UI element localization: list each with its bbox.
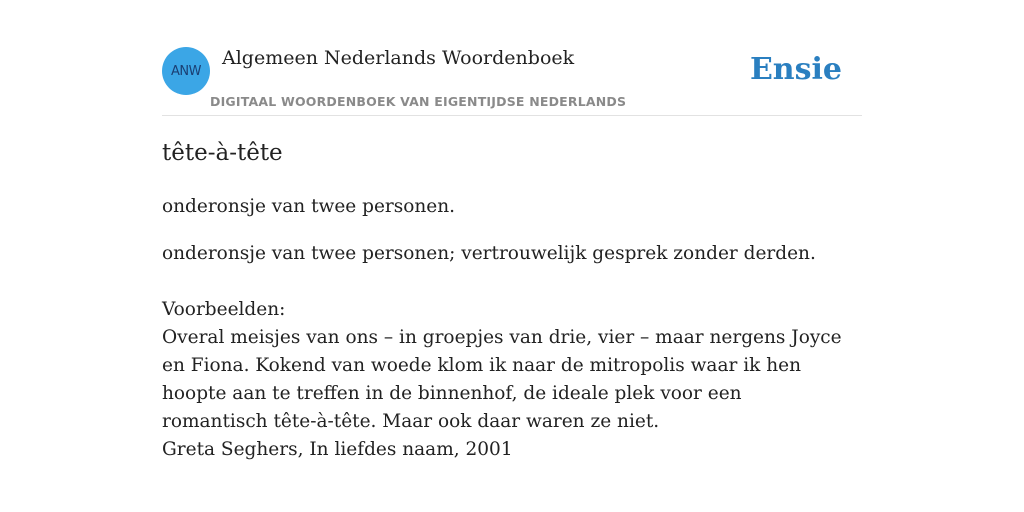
- entry-content: [162, 193, 852, 464]
- header-divider: [162, 115, 862, 116]
- full-definition: onderonsje van twee personen; vertrouwelijk gesprek zonder derden.: [162, 243, 816, 264]
- site-title[interactable]: Algemeen Nederlands Woordenboek: [222, 47, 575, 69]
- examples-section: [162, 296, 852, 464]
- example-source: Greta Seghers, In liefdes naam, 2001: [162, 439, 513, 460]
- entry-headword: tête-à-tête: [162, 140, 283, 166]
- short-definition: onderonsje van twee personen.: [162, 196, 456, 217]
- examples-label: Voorbeelden:: [162, 299, 286, 320]
- ensie-brand-logo[interactable]: Ensie: [749, 52, 842, 87]
- example-quote: Overal meisjes van ons – in groepjes van drie, vier – maar nergens Joyce en Fiona. Kokend van woede klom ik naar de mitropolis waar ik hen hoopte aan te treffen in de binnenhof, de ideale plek voor een romantisch tête-à-tête. Maar ook daar waren ze niet.: [162, 327, 842, 432]
- site-subtitle: DIGITAAL WOORDENBOEK VAN EIGENTIJDSE NEDERLANDS: [210, 94, 627, 109]
- anw-logo-text: ANW: [171, 63, 201, 79]
- anw-logo[interactable]: [162, 47, 210, 95]
- site-header: [162, 44, 862, 116]
